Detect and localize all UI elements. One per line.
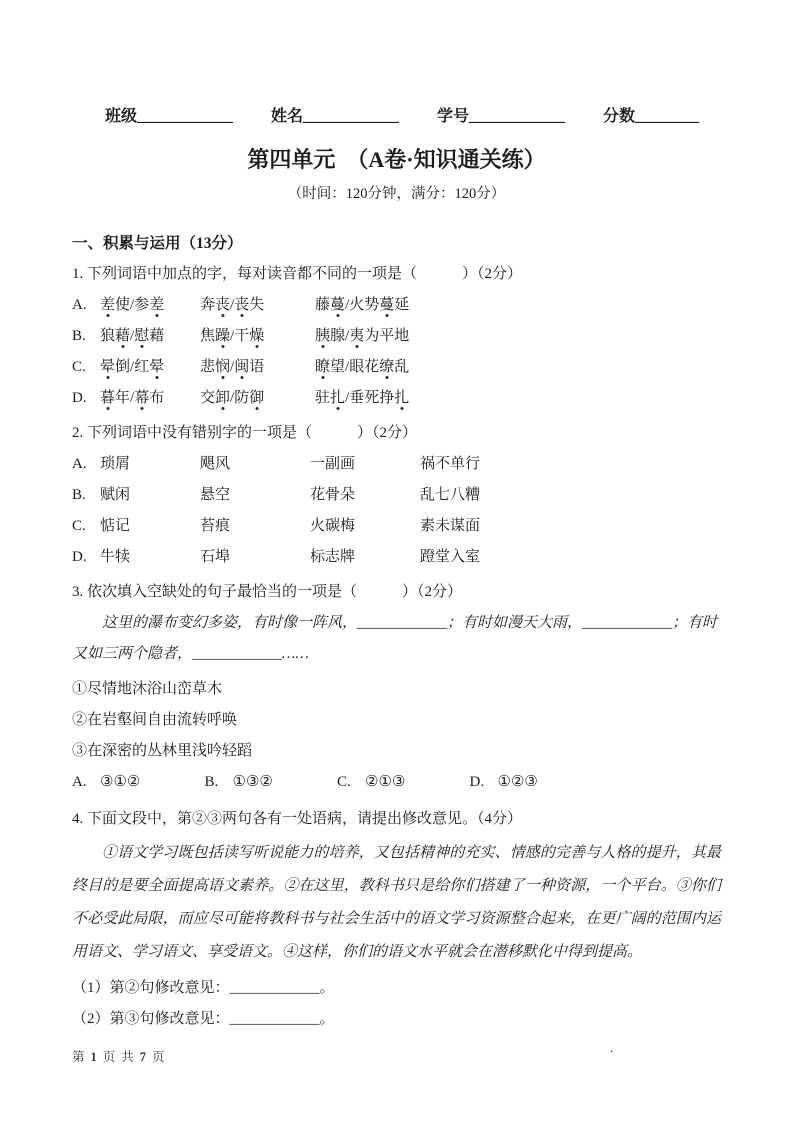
option-word: 一副画 [310,456,356,472]
q4-sub-1: （1）第②句修改意见：____________。 [72,980,335,996]
q3-option-a [72,767,205,798]
name-label: 姓名 [270,108,303,125]
score-blank: ________ [634,108,699,125]
q3-item-1: ①尽情地沐浴山峦草木 [72,681,223,697]
header-fields [72,103,721,126]
word-pair: 藤蔓/火势蔓延 [315,297,410,313]
q4-passage: ①语文学习既包括读写听说能力的培养，又包括精神的充实、情感的完善与人格的提升，其最终目的是要全面提高语文素养。②在这里，教科书只是给你们搭建了一种资源，一个平台。③你们不必受此局限，而应尽可能将教科书与社会生活中的语文学习资源整合起来，在更广阔的范围内运用语文、学习语文、享受语文。④这样，你们的语文水平就会在潜移默化中得到提高。 [72,845,721,960]
q2-option-d [72,542,721,573]
q3-item-3: ③在深密的丛林里浅吟轻蹈 [72,743,253,759]
option-label: A. [72,297,87,313]
option-label: B. [72,487,86,503]
student-id-label: 学号 [436,108,469,125]
class-field [105,103,233,126]
footer-text: 第 [72,1050,85,1064]
q3-item-2: ②在岩壑间自由流转呼唤 [72,712,238,728]
q3-option-d [470,767,722,798]
option-label: D. [72,390,87,406]
score-label: 分数 [602,108,635,125]
option-word: 花骨朵 [310,487,356,503]
option-word: 祸不单行 [420,456,481,472]
stray-mark: . [610,1040,614,1055]
word-pair: 交卸/防御 [200,390,265,406]
top-margin [72,0,721,103]
option-word: 蹬堂入室 [420,549,481,565]
option-label: C. [72,359,86,375]
total-pages: 7 [139,1050,147,1064]
option-word: 苔痕 [200,518,231,534]
option-word: 乱七八糟 [420,487,481,503]
footer-text: 共 [121,1050,134,1064]
option-label: D. [469,774,485,790]
q3-choices-row [72,767,721,798]
name-field [271,103,399,126]
word-pair: 瞭望/眼花缭乱 [315,359,410,375]
option-label: D. [72,549,87,565]
word-pair: 奔丧/丧失 [200,297,265,313]
q1-option-b [72,321,721,352]
option-value: ①③② [232,774,273,790]
word-pair: 暮年/幕布 [100,390,165,406]
word-pair: 胰腺/夷为平地 [315,328,410,344]
word-pair: 差使/参差 [100,297,165,313]
q1-option-a [72,290,721,321]
word-pair: 狼藉/慰藉 [100,328,165,344]
page-footer [72,1047,165,1065]
option-value: ①②③ [497,774,538,790]
q2-option-a [72,449,721,480]
q1-stem: 1. 下列词语中加点的字，每对读音都不同的一项是（ ）（2分） [72,266,523,282]
option-word: 赋闲 [100,487,131,503]
option-word: 飓风 [200,456,231,472]
footer-text: 页 [102,1050,116,1064]
score-field [603,103,699,126]
option-word: 悬空 [200,487,231,503]
q3-stem: 3. 依次填入空缺处的句子最恰当的一项是（ ）（2分） [72,584,463,600]
q1-option-d [72,383,721,414]
option-label: B. [204,774,219,790]
option-label: B. [72,328,86,344]
word-pair: 驻扎/垂死挣扎 [315,390,410,406]
q3-option-b [205,767,338,798]
option-label: C. [72,518,86,534]
option-value: ③①② [100,774,141,790]
option-word: 火碳梅 [310,518,356,534]
word-pair: 晕倒/红晕 [100,359,165,375]
q2-stem: 2. 下列词语中没有错别字的一项是（ ）（2分） [72,425,418,441]
option-label: A. [72,774,87,790]
word-pair: 焦躁/干燥 [200,328,265,344]
q2-option-c [72,511,721,542]
name-blank: ____________ [303,108,399,125]
option-word: 琐屑 [100,456,131,472]
q4-stem: 4. 下面文段中，第②③两句各有一处语病，请提出修改意见。（4分） [72,811,523,827]
option-label: A. [72,456,87,472]
page-title: 第四单元 （A卷·知识通关练） [247,147,546,172]
page-content [72,0,721,1035]
option-word: 惦记 [100,518,131,534]
q3-option-c [337,767,470,798]
q4-sub-2: （2）第③句修改意见：____________。 [72,1011,335,1027]
q2-option-b [72,480,721,511]
student-id-field [437,103,565,126]
class-blank: ____________ [137,108,234,125]
page-number: 1 [90,1050,97,1064]
word-pair: 悲悯/闽语 [200,359,265,375]
option-word: 素未谋面 [420,518,481,534]
option-word: 标志牌 [310,549,356,565]
option-word: 石埠 [200,549,231,565]
option-label: C. [337,774,351,790]
footer-text: 页 [152,1050,165,1064]
q1-option-c [72,352,721,383]
option-word: 牛犊 [100,549,131,565]
exam-time-info: （时间：120分钟，满分：120分） [287,186,506,202]
section-1-heading: 一、积累与运用（13分） [72,235,243,252]
option-value: ②①③ [365,774,406,790]
student-id-blank: ____________ [468,108,565,125]
q3-passage: 这里的瀑布变幻多姿，有时像一阵风，____________；有时如漫天大雨，____________；有时又如三两个隐者，____________…… [72,615,718,662]
class-label: 班级 [105,108,138,125]
